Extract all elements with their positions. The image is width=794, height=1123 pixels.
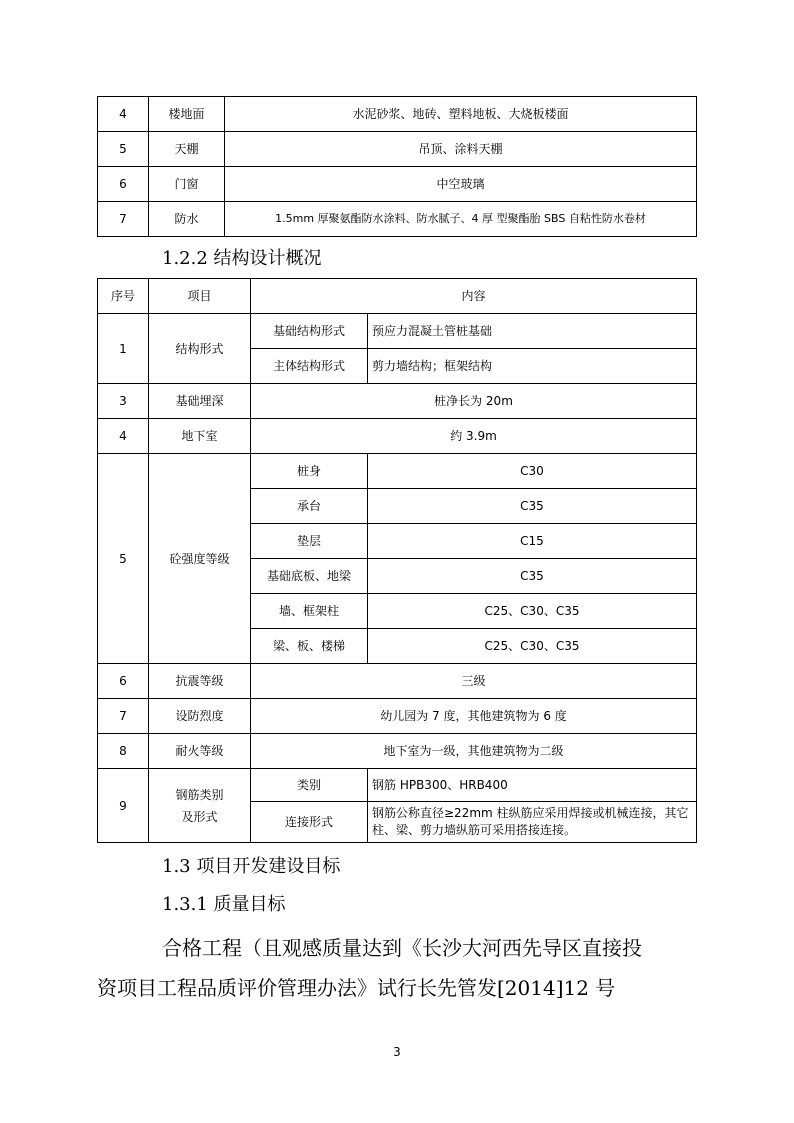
sub-value: 钢筋 HPB300、HRB400 [368,769,697,802]
row-content: 幼儿园为 7 度，其他建筑物为 6 度 [251,699,697,734]
table-row [98,167,697,202]
row-number: 1 [98,314,149,384]
row-item: 耐火等级 [149,734,251,769]
row-number: 7 [98,699,149,734]
row-content: 桩净长为 20m [251,384,697,419]
sub-label: 垫层 [251,524,368,559]
sub-value: 预应力混凝土管桩基础 [368,314,697,349]
table-row [98,664,697,699]
table-row [98,314,697,349]
table-row [98,699,697,734]
row-item: 门窗 [149,167,225,202]
sub-label: 承台 [251,489,368,524]
row-number: 5 [98,454,149,664]
table-row [98,97,697,132]
row-number: 9 [98,769,149,843]
row-number: 5 [98,132,149,167]
row-item: 地下室 [149,419,251,454]
sub-label: 梁、板、楼梯 [251,629,368,664]
sub-label: 连接形式 [251,802,368,843]
row-content: 中空玻璃 [225,167,697,202]
sub-value: 剪力墙结构；框架结构 [368,349,697,384]
paragraph-line-1: 合格工程（且观感质量达到《长沙大河西先导区直接投 [162,936,642,960]
header-content: 内容 [251,279,697,314]
sub-value: 钢筋公称直径≥22mm 柱纵筋应采用焊接或机械连接，其它柱、梁、剪力墙纵筋可采用搭接连接。 [368,802,697,843]
paragraph-line-2: 资项目工程品质评价管理办法》试行长先管发[2014]12 号 [97,976,616,1000]
structure-design-table [97,278,697,843]
header-item: 项目 [149,279,251,314]
table-row [98,419,697,454]
row-item: 砼强度等级 [149,454,251,664]
row-number: 3 [98,384,149,419]
header-no: 序号 [98,279,149,314]
row-content: 1.5mm 厚聚氨酯防水涂料、防水腻子、4 厚 型聚酯胎 SBS 自粘性防水卷材 [225,202,697,237]
row-item: 天棚 [149,132,225,167]
sub-label: 基础结构形式 [251,314,368,349]
row-content: 吊顶、涂料天棚 [225,132,697,167]
table-row [98,132,697,167]
row-number: 7 [98,202,149,237]
row-number: 8 [98,734,149,769]
row-number: 4 [98,419,149,454]
row-item: 防水 [149,202,225,237]
table-header-row [98,279,697,314]
row-number: 6 [98,167,149,202]
sub-label: 类别 [251,769,368,802]
sub-label: 墙、框架柱 [251,594,368,629]
row-item: 楼地面 [149,97,225,132]
sub-label: 主体结构形式 [251,349,368,384]
row-item: 设防烈度 [149,699,251,734]
page-number: 3 [393,1045,401,1059]
table-row [98,734,697,769]
row-content: 水泥砂浆、地砖、塑料地板、大烧板楼面 [225,97,697,132]
row-number: 4 [98,97,149,132]
sub-value: C35 [368,559,697,594]
table-row [98,384,697,419]
row-item-line2: 及形式 [181,809,218,824]
row-item-line1: 钢筋类别 [175,787,224,802]
building-finish-table [97,96,697,237]
sub-value: C15 [368,524,697,559]
row-content: 三级 [251,664,697,699]
sub-label: 基础底板、地梁 [251,559,368,594]
sub-value: C25、C30、C35 [368,629,697,664]
row-item: 结构形式 [149,314,251,384]
table-row [98,202,697,237]
section-heading-1-3-1: 1.3.1 质量目标 [162,894,286,915]
row-content: 地下室为一级，其他建筑物为二级 [251,734,697,769]
section-heading-1-2-2: 1.2.2 结构设计概况 [162,248,322,269]
table-row [98,454,697,489]
sub-value: C35 [368,489,697,524]
section-heading-1-3: 1.3 项目开发建设目标 [162,856,341,877]
row-number: 6 [98,664,149,699]
row-item: 基础埋深 [149,384,251,419]
row-item: 抗震等级 [149,664,251,699]
row-item [149,769,251,843]
sub-value: C25、C30、C35 [368,594,697,629]
sub-label: 桩身 [251,454,368,489]
sub-value: C30 [368,454,697,489]
table-row [98,769,697,802]
row-content: 约 3.9m [251,419,697,454]
